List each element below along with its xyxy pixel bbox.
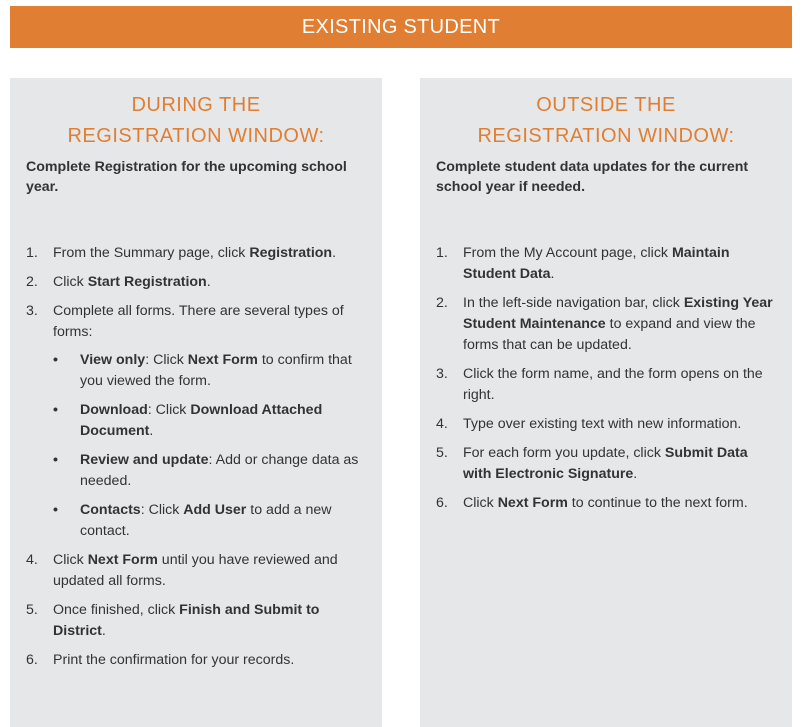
step-item: 4. Click Next Form until you have reviewed and updated all forms. (26, 552, 338, 589)
step-item: 5. Once finished, click Finish and Submit to District. (26, 602, 320, 639)
steps-list (26, 243, 366, 671)
form-type-item: • Contacts: Click Add User to add a new contact. (53, 500, 366, 542)
form-type-item: • View only: Click Next Form to confirm that you viewed the form. (53, 350, 366, 392)
step-item: 6. Print the confirmation for your records. (26, 652, 295, 668)
step-item: 4. Type over existing text with new information. (436, 416, 742, 432)
panel-intro: Complete student data updates for the current school year if needed. (436, 159, 749, 195)
step-item: 2. In the left-side navigation bar, click Existing Year Student Maintenance to expand and view the forms that can be updated. (436, 295, 773, 353)
step-item: 3. Click the form name, and the form opens on the right. (436, 366, 763, 403)
panel-outside-registration (420, 78, 792, 727)
step-item: 1. From the My Account page, click Maintain Student Data. (436, 245, 730, 282)
panel-title: DURING THE REGISTRATION WINDOW: (67, 94, 325, 147)
step-item: 5. For each form you update, click Submit Data with Electronic Signature. (436, 445, 748, 482)
panel-during-registration (10, 78, 382, 727)
step-item: 2. Click Start Registration. (26, 274, 211, 290)
panel-intro: Complete Registration for the upcoming school year. (26, 159, 347, 195)
step-item: 6. Click Next Form to continue to the next form. (436, 495, 748, 511)
form-type-item: • Review and update: Add or change data as needed. (53, 450, 366, 492)
section-banner (10, 6, 792, 48)
bullet-icon: • (53, 452, 58, 468)
step-item: 3. Complete all forms. There are several types of forms: • View only: Click Next Form to confirm that you viewed the form. • Download: Click Download Attached Document. • Review and update: Add or change data as needed. • Contacts: Click Add User to add a new contact. (26, 301, 366, 542)
form-type-item: • Download: Click Download Attached Document. (53, 400, 366, 442)
bullet-icon: • (53, 402, 58, 418)
bullet-icon: • (53, 502, 58, 518)
bullet-icon: • (53, 352, 58, 368)
banner-title: EXISTING STUDENT (301, 15, 501, 38)
panel-title: OUTSIDE THE REGISTRATION WINDOW: (477, 94, 735, 147)
steps-list (436, 243, 776, 514)
step-item: 1. From the Summary page, click Registration. (26, 245, 337, 261)
form-types-list (53, 350, 366, 542)
